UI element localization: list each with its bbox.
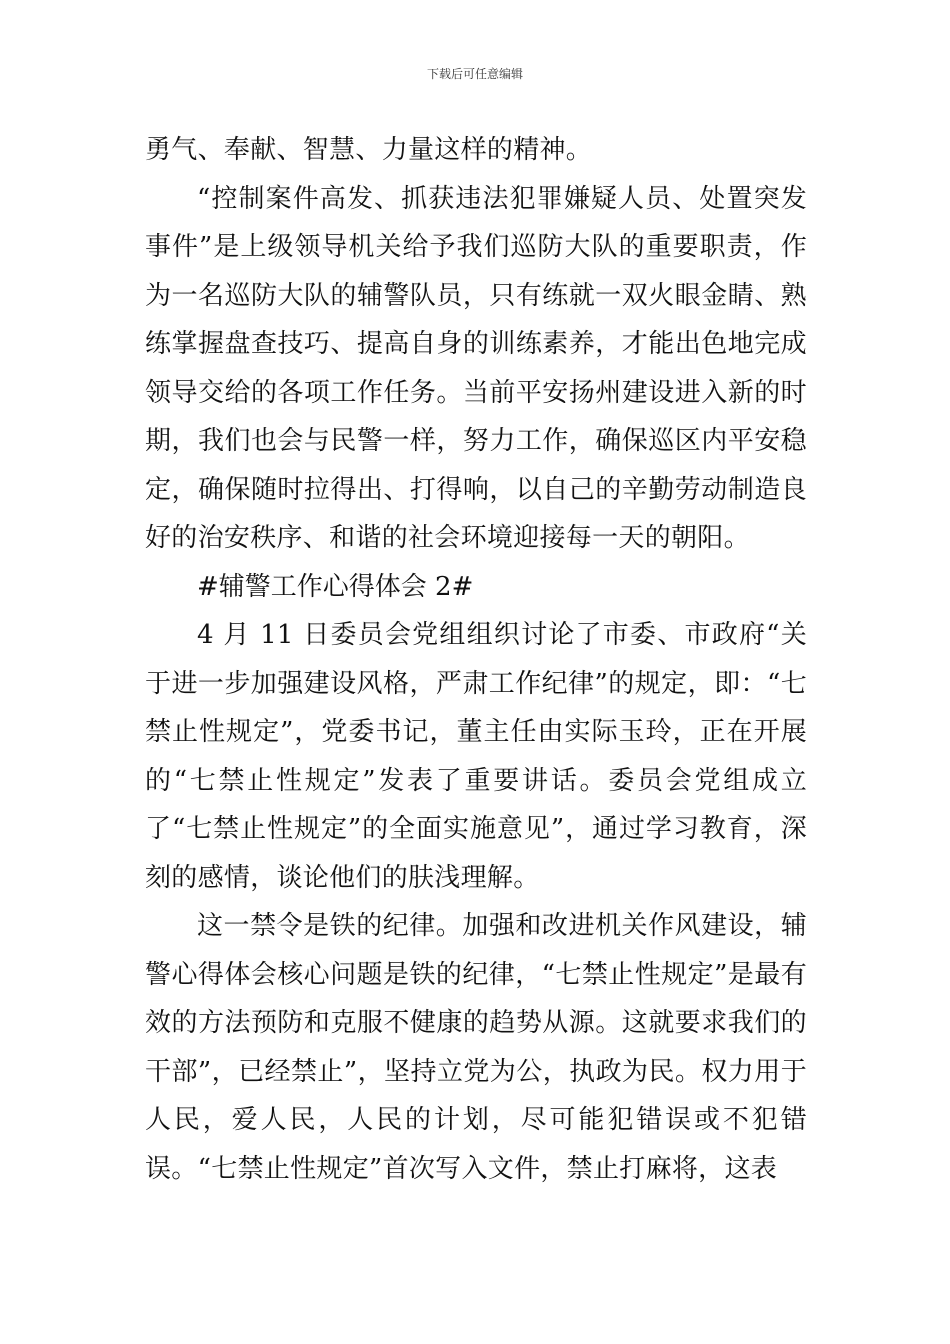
paragraph-discipline: 这一禁令是铁的纪律。加强和改进机关作风建设，辅警心得体会核心问题是铁的纪律，“七禁止性规定”是最有效的方法预防和克服不健康的趋势从源。这就要求我们的干部”，已经禁止”，坚持立党为公，执政为民。权力用于人民，爱人民，人民的计划，尽可能犯错误或不犯错误。“七禁止性规定”首次写入文件，禁止打麻将，这表 <box>145 911 807 1184</box>
paragraph-duties: “控制案件高发、抓获违法犯罪嫌疑人员、处置突发事件”是上级领导机关给予我们巡防大队的重要职责，作为一名巡防大队的辅警队员，只有练就一双火眼金睛、熟练掌握盘查技巧、提高自身的训练素养，才能出色地完成领导交给的各项工作任务。当前平安扬州建设进入新的时期，我们也会与民警一样，努力工作，确保巡区内平安稳定，确保随时拉得出、打得响，以自己的辛勤劳动制造良好的治安秩序、和谐的社会环境迎接每一天的朝阳。 <box>145 183 807 553</box>
document-body <box>145 126 807 1193</box>
page-header-note: 下载后可任意编辑 <box>426 67 523 81</box>
paragraph-meeting: 4 月 11 日委员会党组组织讨论了市委、市政府“关于进一步加强建设风格，严肃工作纪律”的规定，即：“七禁止性规定”，党委书记，董主任由实际玉玲，正在开展的“七禁止性规定”发表了重要讲话。委员会党组成立了“七禁止性规定”的全面实施意见”，通过学习教育，深刻的感情，谈论他们的肤浅理解。 <box>145 620 807 893</box>
paragraph-continuation: 勇气、奉献、智慧、力量这样的精神。 <box>145 135 593 165</box>
section-heading: #辅警工作心得体会 2# <box>197 571 474 602</box>
